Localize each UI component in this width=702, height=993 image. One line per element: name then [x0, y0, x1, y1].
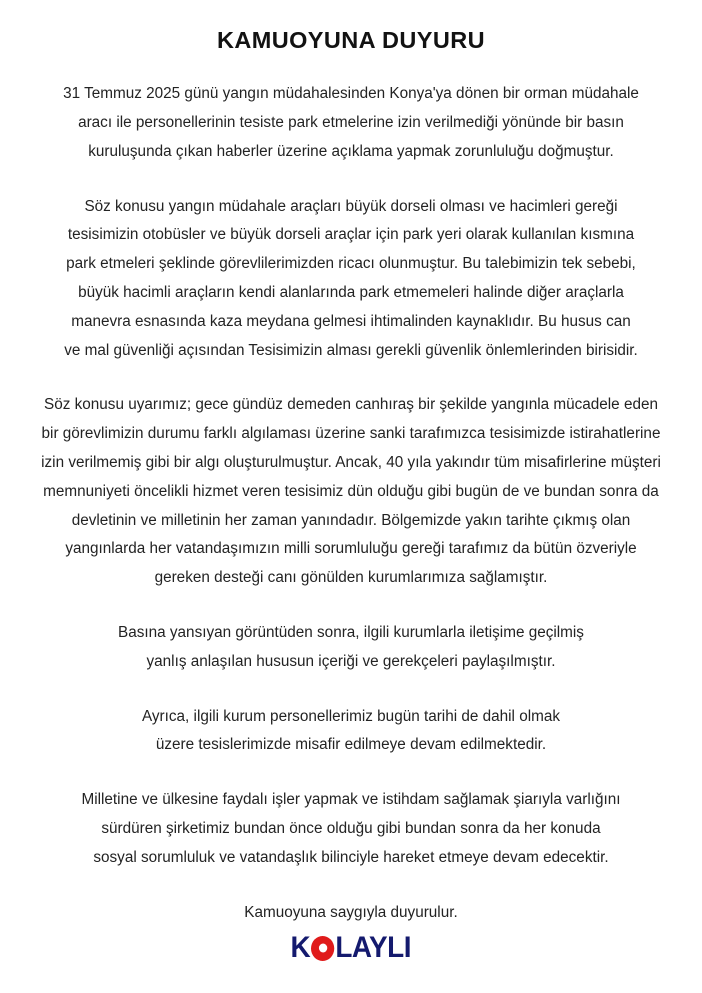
- paragraph-3: Söz konusu uyarımız; gece gündüz demeden canhıraş bir şekilde yangınla mücadele eden bir görevlimizin durumu farklı algılaması üzerine sanki tarafımızca tesisimizde istirahatlerine izin verilmemiş gibi bir algı oluşturulmuştur. Ancak, 40 yıla yakındır tüm misafirlerine müşteri memnuniyeti öncelikli hizmet veren tesisimiz dün olduğu gibi bugün de ve bundan sonra da devletinin ve milletinin her zaman yanındadır. Bölgemizde yakın tarihte çıkmış olan yangınlarda her vatandaşımızın milli sorumluluğu gereği tarafımız da bütün özveriyle gereken desteği canı gönülden kurumlarımıza sağlamıştır.: [41, 396, 661, 587]
- page-title: KAMUOYUNA DUYURU: [217, 27, 485, 53]
- kolayli-logo-wordmark: [291, 933, 412, 963]
- paragraph-5: Ayrıca, ilgili kurum personellerimiz bugün tarihi de dahil olmak üzere tesislerimizde misafir edilmeye devam edilmektedir.: [141, 707, 561, 754]
- company-logo: [38, 933, 664, 963]
- paragraph-2: Söz konusu yangın müdahale araçları büyük dorseli olması ve hacimleri gereği tesisimizin otobüsler ve büyük dorseli araçlar için park yeri olarak kullanılan kısmına park etmeleri şeklinde görevlilerimizden ricacı olunmuştur. Bu talebimizin tek sebebi, büyük hacimli araçların kendi alanlarında park etmemeleri halinde diğer araçlarla manevra esnasında kaza meydana gelmesi ihtimalinden kaynaklıdır. Bu husus can ve mal güvenliği açısından Tesisimizin alması gerekli güvenlik önlemlerinden birisidir.: [64, 197, 638, 359]
- paragraph-6: Milletine ve ülkesine faydalı işler yapmak ve istihdam sağlamak şiarıyla varlığını sürdüren şirketimiz bundan önce olduğu gibi bundan sonra da her konuda sosyal sorumluluk ve vatandaşlık bilinciyle hareket etmeye devam edecektir.: [81, 791, 621, 866]
- logo-red-circle-icon: [311, 936, 334, 961]
- logo-text-leading: K: [290, 931, 311, 964]
- paragraph-4: Basına yansıyan görüntüden sonra, ilgili kurumlarla iletişime geçilmiş yanlış anlaşılan hususun içeriği ve gerekçeleri paylaşılmıştır.: [118, 623, 584, 670]
- logo-text-trailing: LAYLI: [335, 931, 412, 964]
- closing-statement: Kamuoyuna saygıyla duyurulur.: [244, 903, 458, 921]
- paragraph-1: 31 Temmuz 2025 günü yangın müdahalesinden Konya'ya dönen bir orman müdahale aracı ile personellerinin tesiste park etmelerine izin verilmediği yönünde bir basın kuruluşunda çıkan haberler üzerine açıklama yapmak zorunluluğu doğmuştur.: [63, 85, 639, 160]
- document-body: [38, 80, 664, 927]
